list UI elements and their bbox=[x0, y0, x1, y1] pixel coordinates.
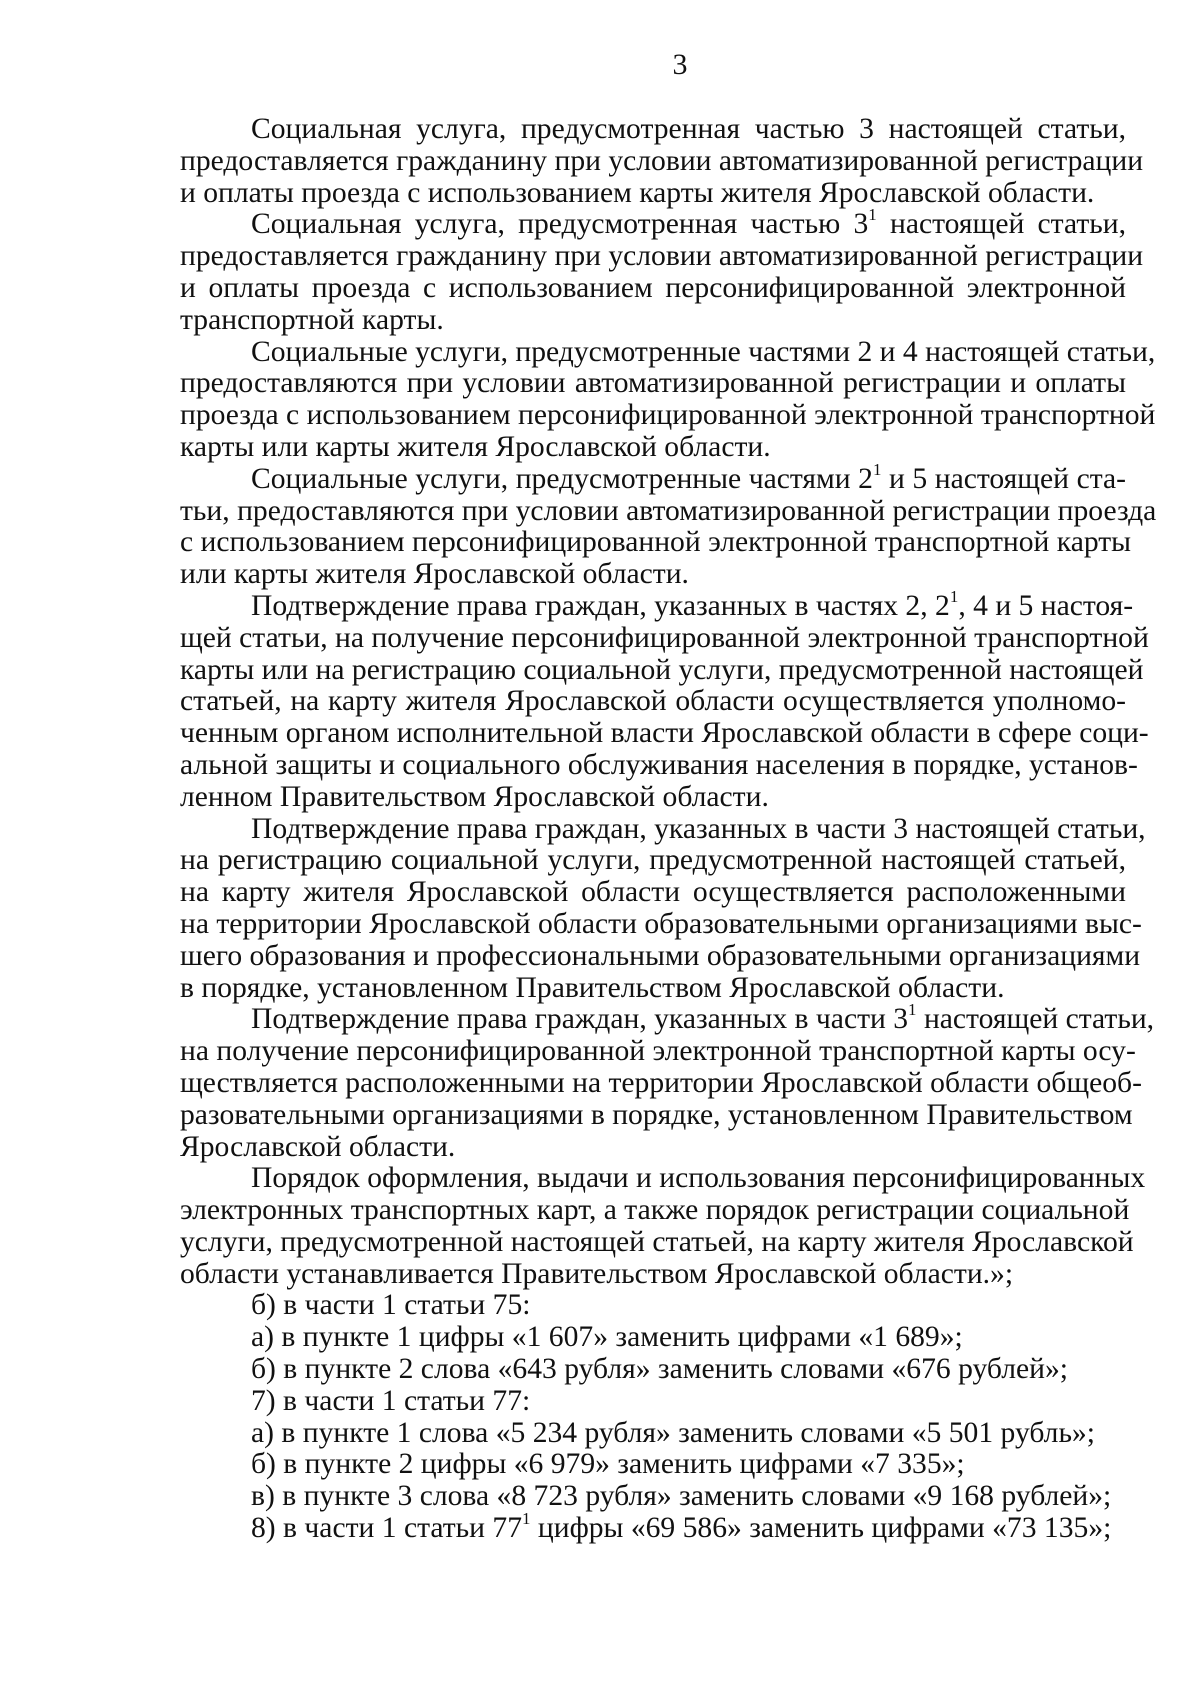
text-line: проезда с использованием персонифицированной электронной транспортной bbox=[180, 399, 1156, 432]
list-item: а) в пункте 1 слова «5 234 рубля» заменить словами «5 501 рубль»; bbox=[251, 1416, 1095, 1449]
list-item: 7) в части 1 статьи 77: bbox=[251, 1384, 531, 1417]
text-line: предоставляется гражданину при условии автоматизированной регистрации bbox=[180, 144, 1144, 177]
page-number: 3 bbox=[672, 48, 688, 81]
paragraph bbox=[180, 113, 1144, 209]
list-item: б) в пункте 2 слова «643 рубля» заменить словами «676 рублей»; bbox=[251, 1353, 1068, 1386]
text-line: Порядок оформления, выдачи и использования персонифицированных bbox=[251, 1162, 1146, 1195]
text-line bbox=[180, 459, 1126, 496]
text-line: ленном Правительством Ярославской области. bbox=[180, 780, 769, 813]
list-item: б) в части 1 статьи 75: bbox=[251, 1289, 531, 1322]
text-line: электронных транспортных карт, а также порядок регистрации социальной bbox=[180, 1194, 1130, 1227]
text-line: карты или карты жителя Ярославской области. bbox=[180, 430, 771, 463]
superscript: 1 bbox=[872, 459, 882, 479]
document-body bbox=[180, 113, 1157, 1545]
text-fragment: настоящей статьи, bbox=[916, 1003, 1155, 1036]
paragraph bbox=[180, 335, 1156, 464]
text-line: Ярославской области. bbox=[180, 1130, 456, 1163]
text-fragment: , 4 и 5 настоя- bbox=[958, 589, 1134, 622]
list-item: в) в пункте 3 слова «8 723 рубля» заменить словами «9 168 рублей»; bbox=[251, 1480, 1112, 1513]
text-fragment: цифры «69 586» заменить цифрами «73 135»; bbox=[530, 1512, 1112, 1545]
text-line: и оплаты проезда с использованием персонифицированной электронной bbox=[180, 271, 1126, 304]
text-line bbox=[180, 205, 1127, 241]
text-fragment: Социальная услуга, предусмотренная частью 3 bbox=[251, 208, 869, 241]
superscript: 1 bbox=[908, 1000, 917, 1020]
paragraph bbox=[180, 812, 1146, 1005]
text-line: услуги, предусмотренной настоящей статьей, на карту жителя Ярославской bbox=[180, 1225, 1134, 1258]
superscript: 1 bbox=[868, 205, 877, 225]
superscript: 1 bbox=[949, 586, 959, 606]
paragraph bbox=[180, 205, 1144, 336]
paragraph bbox=[180, 459, 1157, 591]
text-line: Социальная услуга, предусмотренная частью 3 настоящей статьи, bbox=[251, 113, 1126, 145]
text-line: на регистрацию социальной услуги, предусмотренной настоящей статьей, bbox=[180, 844, 1126, 877]
text-line: Подтверждение права граждан, указанных в части 3 настоящей статьи, bbox=[251, 812, 1146, 845]
text-fragment: Подтверждение права граждан, указанных в части 3 bbox=[251, 1003, 909, 1036]
text-line: предоставляются при условии автоматизированной регистрации и оплаты bbox=[180, 367, 1126, 400]
text-line: ченным органом исполнительной власти Ярославской области в сфере соци- bbox=[180, 717, 1149, 750]
text-line: альной защиты и социального обслуживания населения в порядке, установ- bbox=[180, 748, 1138, 781]
text-fragment: 8) в части 1 статьи 77 bbox=[251, 1512, 522, 1545]
text-line bbox=[180, 586, 1134, 623]
amendment-list bbox=[180, 1290, 1126, 1544]
text-fragment: и 5 настоящей ста- bbox=[881, 462, 1126, 495]
list-item: а) в пункте 1 цифры «1 607» заменить цифрами «1 689»; bbox=[251, 1321, 963, 1354]
text-line: транспортной карты. bbox=[180, 303, 444, 336]
text-line: на карту жителя Ярославской области осуществляется расположенными bbox=[180, 876, 1126, 909]
text-fragment: настоящей статьи, bbox=[876, 208, 1127, 241]
list-item: б) в пункте 2 цифры «6 979» заменить цифрами «7 335»; bbox=[251, 1448, 965, 1481]
text-line: в порядке, установленном Правительством Ярославской области. bbox=[180, 971, 1005, 1004]
text-line: с использованием персонифицированной электронной транспортной карты bbox=[180, 526, 1132, 559]
text-line: на территории Ярославской области образовательными организациями выс- bbox=[180, 907, 1142, 940]
text-line: разовательными организациями в порядке, установленном Правительством bbox=[180, 1098, 1133, 1131]
text-line: на получение персонифицированной электронной транспортной карты осу- bbox=[180, 1035, 1136, 1068]
superscript: 1 bbox=[522, 1509, 531, 1529]
text-line: области устанавливается Правительством Ярославской области.»; bbox=[180, 1257, 1014, 1290]
text-fragment: Социальные услуги, предусмотренные частями 2 bbox=[251, 462, 873, 495]
text-line: предоставляется гражданину при условии автоматизированной регистрации bbox=[180, 240, 1144, 273]
text-line: щей статьи, на получение персонифицированной электронной транспортной bbox=[180, 621, 1149, 654]
text-line: и оплаты проезда с использованием карты жителя Ярославской области. bbox=[180, 176, 1095, 209]
text-line bbox=[180, 1000, 1155, 1036]
paragraph bbox=[180, 1162, 1146, 1290]
text-line: карты или на регистрацию социальной услуги, предусмотренной настоящей bbox=[180, 653, 1144, 686]
text-line: шего образования и профессиональными образовательными организациями bbox=[180, 939, 1141, 972]
text-line: или карты жителя Ярославской области. bbox=[180, 558, 689, 591]
paragraph bbox=[180, 1000, 1155, 1163]
paragraph bbox=[180, 586, 1149, 814]
text-fragment: Подтверждение права граждан, указанных в частях 2, 2 bbox=[251, 589, 950, 622]
text-line: ществляется расположенными на территории Ярославской области общеоб- bbox=[180, 1066, 1142, 1099]
text-line: Социальные услуги, предусмотренные частями 2 и 4 настоящей статьи, bbox=[251, 335, 1156, 368]
text-line: статьей, на карту жителя Ярославской области осуществляется уполномо- bbox=[180, 685, 1126, 718]
list-item bbox=[180, 1509, 1126, 1545]
text-line: тьи, предоставляются при условии автоматизированной регистрации проезда bbox=[180, 494, 1157, 527]
